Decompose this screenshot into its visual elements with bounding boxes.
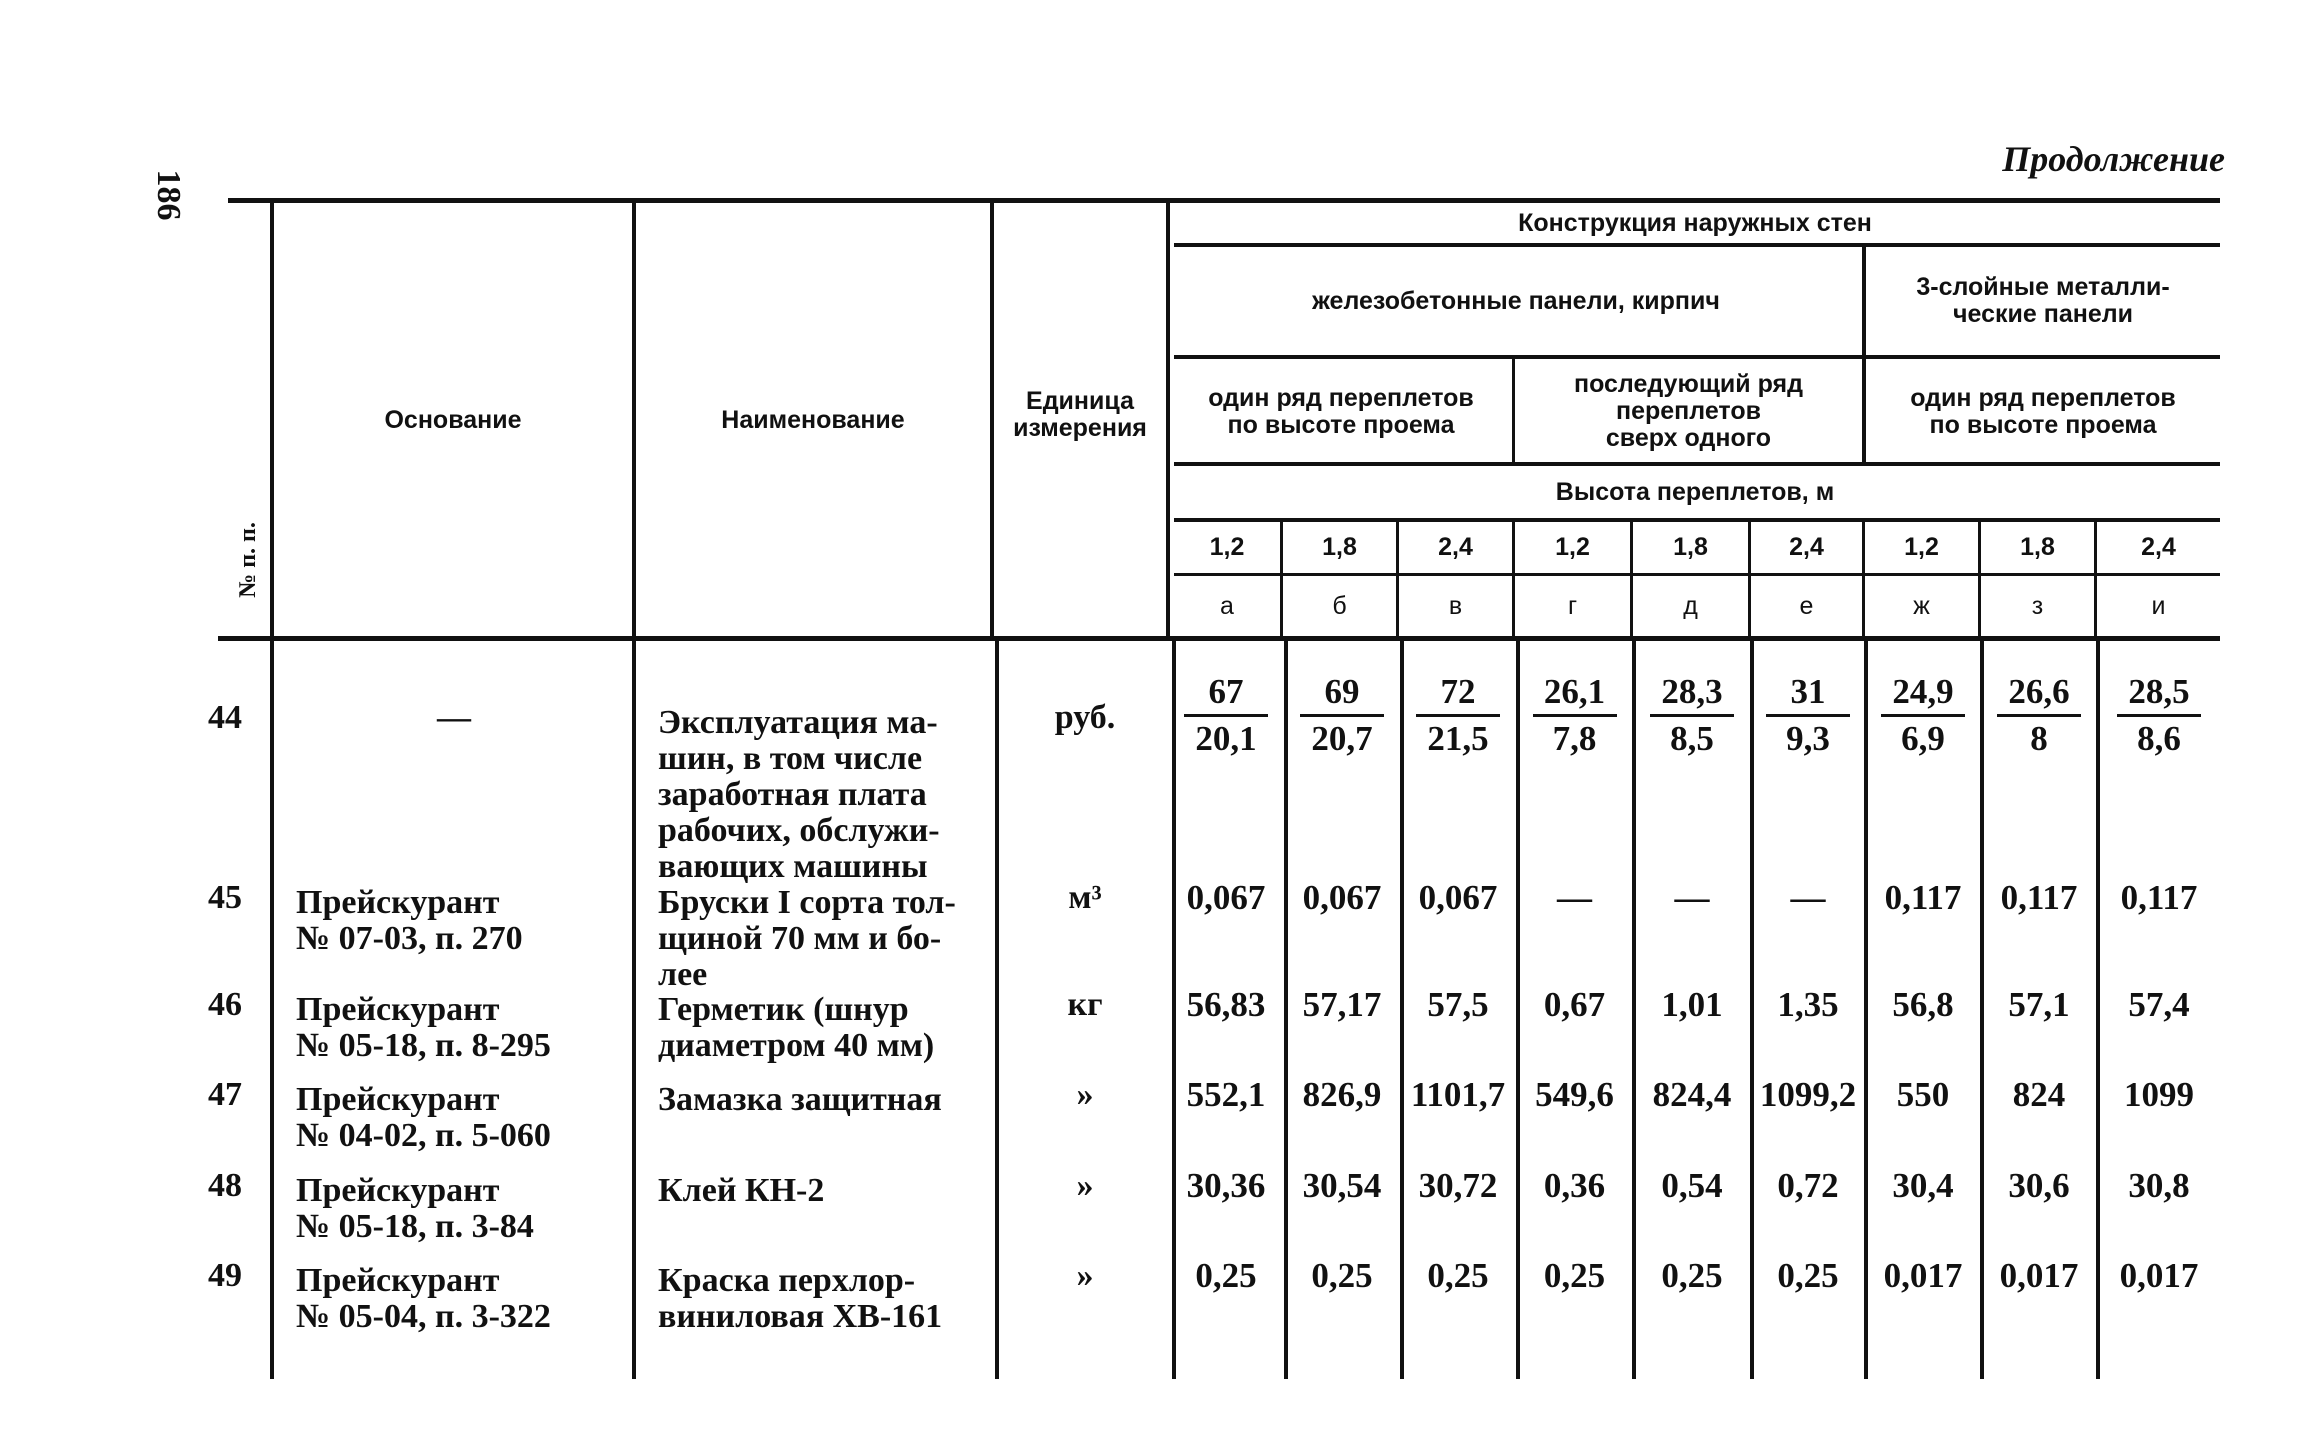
fraction-numerator: 26,6 (2008, 672, 2070, 711)
body-vline-basis (632, 641, 636, 1379)
value-cell: 56,8 (1892, 985, 1954, 1024)
row-unit: руб. (1054, 699, 1116, 736)
value-cell: 0,117 (2120, 878, 2198, 917)
fraction-numerator: 24,9 (1892, 672, 1954, 711)
header-sub-one-row-rc: один ряд переплетов по высоте проема (1208, 384, 1474, 439)
value-cell: 1099,2 (1759, 1075, 1857, 1114)
value-cell: 57,5 (1427, 985, 1489, 1024)
value-cell: 0,117 (2000, 878, 2078, 917)
value-cell: 0,25 (1427, 1256, 1489, 1295)
row-name: Эксплуатация ма- шин, в том числе заработная плата рабочих, обслужи- вающих машины (658, 704, 940, 885)
row-basis: Прейскурант № 04-02, п. 5-060 (296, 1081, 551, 1154)
value-cell: 0,25 (1661, 1256, 1723, 1295)
height-value: 1,2 (1555, 532, 1590, 561)
value-cell: 0,017 (1999, 1256, 2079, 1295)
row-name: Герметик (шнур диаметром 40 мм) (658, 991, 935, 1064)
row-basis: Прейскурант № 05-04, п. 3-322 (296, 1262, 551, 1335)
header-basis: Основание (384, 405, 522, 434)
value-cell: 57,17 (1302, 985, 1382, 1024)
height-value: 1,2 (1209, 532, 1245, 561)
fraction-numerator: 69 (1324, 672, 1360, 711)
continuation-label: Продолжение (2002, 139, 2225, 179)
row-number: 48 (208, 1167, 242, 1204)
column-letter: и (2151, 591, 2166, 620)
value-cell: 0,67 (1543, 985, 1606, 1024)
fraction-numerator: 26,1 (1543, 672, 1606, 711)
value-cell: 0,117 (1884, 878, 1962, 917)
value-cell: 0,36 (1543, 1166, 1606, 1205)
column-letter: г (1567, 591, 1578, 620)
row-unit: м³ (1068, 879, 1102, 916)
fraction-cell (1170, 670, 1282, 761)
fraction-cell (1401, 670, 1515, 761)
value-cell: — (1790, 878, 1826, 917)
height-value: 1,8 (1673, 532, 1708, 561)
value-cell: 826,9 (1302, 1075, 1382, 1114)
column-letter: д (1683, 591, 1698, 620)
fraction-denominator: 21,5 (1427, 719, 1489, 758)
value-cell: 1099 (2124, 1075, 2194, 1114)
row-unit: кг (1067, 986, 1103, 1023)
row-name: Бруски I сорта тол- щиной 70 мм и бо- лее (658, 884, 956, 993)
row-unit: » (1076, 1257, 1094, 1294)
height-value: 1,8 (2020, 532, 2055, 561)
header-group-metal: 3-слойные металли- ческие панели (1916, 273, 2170, 328)
value-cell: 0,54 (1661, 1166, 1723, 1205)
height-value: 2,4 (2141, 532, 2176, 561)
value-cell: 549,6 (1535, 1075, 1614, 1114)
header-npp: № п. п. (235, 522, 261, 598)
fraction-cell (1634, 670, 1750, 761)
row-name: Краска перхлор- виниловая ХВ-161 (658, 1262, 943, 1335)
fraction-denominator: 6,9 (1901, 719, 1945, 758)
header-group-rc: железобетонные панели, кирпич (1312, 286, 1720, 315)
value-cell: 0,72 (1777, 1166, 1839, 1205)
value-cell: 824,4 (1652, 1075, 1732, 1114)
fraction-denominator: 8,6 (2137, 719, 2181, 758)
header-unit: Единица измерения (1013, 387, 1147, 442)
value-cell: 0,25 (1311, 1256, 1373, 1295)
row-number: 44 (208, 699, 242, 736)
column-letter: ж (1913, 591, 1930, 620)
value-cell: 30,4 (1892, 1166, 1954, 1205)
fraction-cell (1517, 670, 1632, 761)
row-number: 45 (208, 879, 242, 916)
fraction-cell (2098, 670, 2220, 761)
value-cell: 0,25 (1195, 1256, 1257, 1295)
value-cell: 0,25 (1543, 1256, 1606, 1295)
row-name: Замазка защитная (658, 1081, 942, 1118)
value-cell: 30,54 (1302, 1166, 1382, 1205)
fraction-cell (1285, 670, 1399, 761)
value-cell: 0,017 (2119, 1256, 2199, 1295)
value-cell: 552,1 (1186, 1075, 1266, 1114)
column-letter: а (1220, 591, 1234, 620)
fraction-numerator: 28,5 (2128, 672, 2190, 711)
header-name: Наименование (721, 405, 905, 434)
value-cell: 0,25 (1777, 1256, 1839, 1295)
fraction-denominator: 8 (2030, 719, 2048, 758)
header-bottom-rule (218, 636, 2220, 641)
value-cell: 30,6 (2008, 1166, 2070, 1205)
row-number: 46 (208, 986, 242, 1023)
fraction-cell (1982, 670, 2096, 761)
row-name: Клей КН-2 (658, 1172, 825, 1209)
header-construction: Конструкция наружных стен (1518, 208, 1872, 237)
header-sub-next-row: последующий ряд переплетов сверх одного (1573, 369, 1803, 452)
row-basis: — (437, 699, 471, 736)
value-cell: 824 (2012, 1075, 2066, 1114)
value-cell: 0,017 (1883, 1256, 1963, 1295)
row-basis: Прейскурант № 07-03, п. 270 (296, 884, 523, 957)
header-sub-one-row-metal: один ряд переплетов по высоте проема (1910, 384, 2176, 439)
value-cell: 0,067 (1186, 878, 1266, 917)
body-vline-npp (270, 641, 274, 1379)
value-cell: 30,36 (1186, 1166, 1266, 1205)
row-basis: Прейскурант № 05-18, п. 8-295 (296, 991, 551, 1064)
body-vline-name (995, 641, 999, 1379)
height-value: 1,2 (1904, 532, 1939, 561)
value-cell: 1,01 (1661, 985, 1723, 1024)
fraction-denominator: 9,3 (1786, 719, 1830, 758)
fraction-denominator: 20,1 (1195, 719, 1257, 758)
column-letter: б (1332, 591, 1347, 620)
value-cell: 0,067 (1418, 878, 1498, 917)
value-cell: — (1557, 878, 1592, 917)
row-unit: » (1076, 1167, 1094, 1204)
value-cell: 0,067 (1302, 878, 1382, 917)
rule-groups (1174, 355, 2220, 359)
fraction-cell (1752, 670, 1864, 761)
fraction-cell (1866, 670, 1980, 761)
fraction-denominator: 8,5 (1670, 719, 1714, 758)
row-number: 49 (208, 1257, 242, 1294)
column-letter: е (1799, 591, 1814, 620)
page-number: 186 (150, 169, 187, 221)
fraction-numerator: 72 (1440, 672, 1476, 711)
value-cell: 550 (1896, 1075, 1950, 1114)
value-cell: 56,83 (1186, 985, 1266, 1024)
height-value: 2,4 (1438, 532, 1473, 561)
value-cell: 30,72 (1418, 1166, 1498, 1205)
value-cell: 57,1 (2008, 985, 2070, 1024)
fraction-numerator: 28,3 (1661, 672, 1723, 711)
column-letter: з (2031, 591, 2044, 620)
row-basis: Прейскурант № 05-18, п. 3-84 (296, 1172, 534, 1245)
value-cell: 57,4 (2128, 985, 2190, 1024)
value-cell: — (1674, 878, 1710, 917)
fraction-denominator: 20,7 (1311, 719, 1373, 758)
fraction-numerator: 31 (1790, 672, 1826, 711)
value-cell: 1101,7 (1410, 1075, 1506, 1114)
value-cell: 30,8 (2128, 1166, 2190, 1205)
fraction-denominator: 7,8 (1552, 719, 1597, 758)
row-unit: » (1076, 1076, 1094, 1113)
height-value: 1,8 (1322, 532, 1357, 561)
height-value: 2,4 (1789, 532, 1824, 561)
row-number: 47 (208, 1076, 242, 1113)
fraction-numerator: 67 (1208, 672, 1244, 711)
value-cell: 1,35 (1777, 985, 1839, 1024)
rule-heights (1174, 573, 2220, 576)
column-letter: в (1448, 591, 1463, 620)
header-height-label: Высота переплетов, м (1555, 477, 1835, 506)
